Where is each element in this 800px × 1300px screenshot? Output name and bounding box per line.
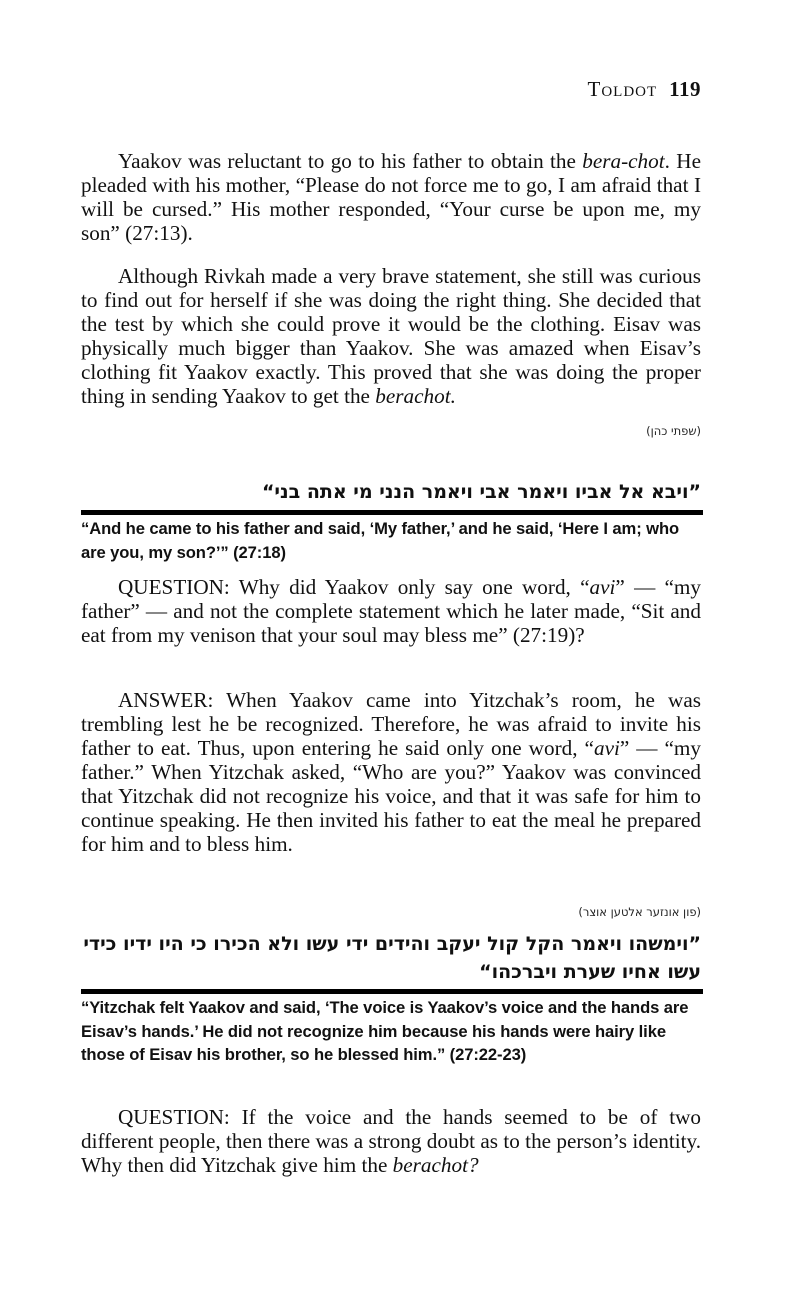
english-verse-translation: “And he came to his father and said, ‘My father,’ and he said, ‘Here I am; who are you, my son?’” (27:18) xyxy=(81,519,680,562)
hebrew-verse-heading: ”וימשהו ויאמר הקל קול יעקב והידים ידי עשו ולא הכירו כי היו ידיו כידי עשו אחיו שערת ויברכהו“ xyxy=(83,933,701,983)
source-citation: (שפתי כהן) xyxy=(646,424,701,438)
italic-term: avi xyxy=(589,575,616,599)
italic-term: berachot? xyxy=(392,1153,479,1177)
hebrew-verse-heading: ”ויבא אל אביו ויאמר אבי ויאמר הנני מי אתה בני“ xyxy=(261,481,701,503)
paragraph-text: . He pleaded with his mother, “Please do not force me to go, I am afraid that I will be cursed.” His mother responded, “Your curse be upon me, my son” (27:13). xyxy=(81,149,701,245)
paragraph-text: QUESTION: Why did Yaakov only say one word, “ xyxy=(118,575,590,599)
source-citation: (פון אונזער אלטען אוצר) xyxy=(578,905,701,919)
paragraph-reluctance xyxy=(81,149,701,245)
italic-term: bera-chot xyxy=(582,149,665,173)
divider-rule xyxy=(81,510,703,515)
divider-rule xyxy=(81,989,703,994)
paragraph-rivkah xyxy=(81,264,701,408)
page-number: 119 xyxy=(669,77,701,101)
paragraph-text: Although Rivkah made a very brave statement, she still was curious to find out for herself if she was doing the right thing. She decided that the test by which she could prove it would be the clothing. Eisav was physically much bigger than Yaakov. She was amazed when Eisav’s clothing fit Yaakov exactly. This proved that she was doing the proper thing in sending Yaakov to get the xyxy=(81,264,701,408)
italic-term: berachot. xyxy=(375,384,456,408)
paragraph-text: ANSWER: When Yaakov came into Yitzchak’s room, he was trembling lest he be recognized. Therefore, he was afraid to invite his father to eat. Thus, upon entering he said only one word, “ xyxy=(81,688,701,760)
paragraph-text: QUESTION: If the voice and the hands seemed to be of two different people, then there was a strong doubt as to the person’s identity. Why then did Yitzchak give him the xyxy=(81,1105,701,1177)
english-verse-translation: “Yitzchak felt Yaakov and said, ‘The voice is Yaakov’s voice and the hands are Eisav’s hands.’ He did not recognize him because his hands were hairy like those of Eisav his brother, so he blessed him.” (27:22-23) xyxy=(81,998,689,1064)
paragraph-question xyxy=(81,575,701,647)
running-title: Toldot xyxy=(587,77,658,101)
running-head xyxy=(588,77,702,102)
italic-term: avi xyxy=(593,736,620,760)
paragraph-question xyxy=(81,1105,701,1177)
paragraph-answer xyxy=(81,688,701,856)
paragraph-text: Yaakov was reluctant to go to his father to obtain the xyxy=(118,149,583,173)
paragraph-text: ” — “my father” — and not the complete statement which he later made, “Sit and eat from my venison that your soul may bless me” (27:19)? xyxy=(81,575,701,647)
paragraph-text: ” — “my father.” When Yitzchak asked, “Who are you?” Yaakov was convinced that Yitzchak did not recognize his voice, and that it was safe for him to continue speaking. He then invited his father to eat the meal he prepared for him and to bless him. xyxy=(81,736,701,856)
